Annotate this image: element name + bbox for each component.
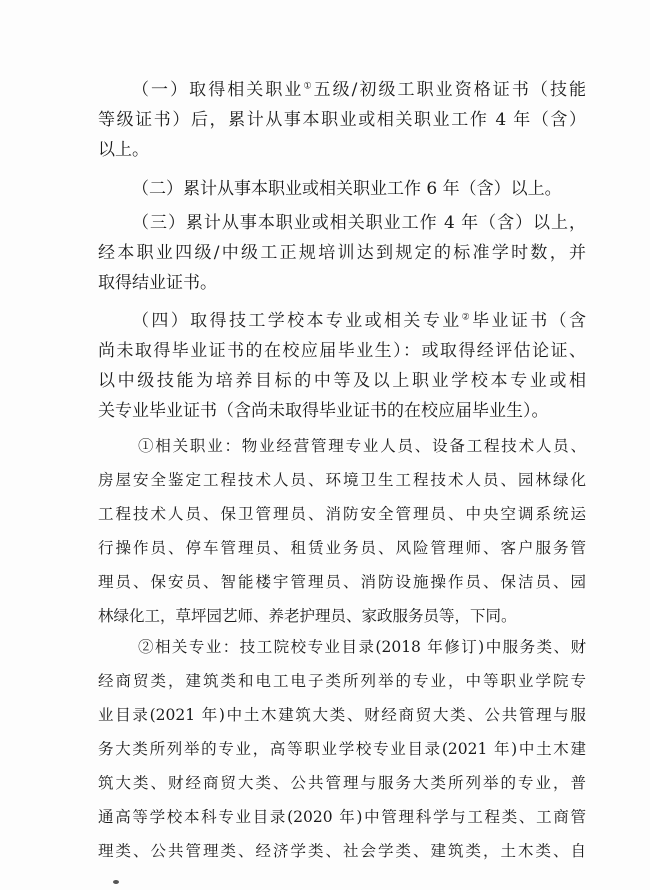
note-one-line-4: 行操作员、停车管理员、租赁业务员、风险管理师、客户服务管 [98,539,586,557]
item-one [98,75,586,165]
item-one-line-2: 等级证书）后，累计从事本职业或相关职业工作 4 年（含） [98,110,586,130]
item-two [98,174,586,204]
note-two-line-4: 务大类所列举的专业，高等职业学校专业目录(2021 年)中土木建 [98,740,586,758]
footnote-marker-2: ② [461,312,473,323]
note-two-line-6: 通高等学校本科专业目录(2020 年)中管理科学与工程类、工商管 [98,808,586,826]
item-two-line-1: （二）累计从事本职业或相关职业工作 6 年（含）以上。 [132,179,562,199]
footnote-marker-1: ① [303,81,314,92]
item-four-line-1: （四）取得技工学校本专业或相关专业②毕业证书（含 [132,311,587,331]
item-four-line-2: 尚未取得毕业证书的在校应届毕业生）：或取得经评估论证、 [98,341,586,361]
item-four-line-4: 关专业毕业证书（含尚未取得毕业证书的在校应届毕业生）。 [98,401,549,421]
note-two-line-7: 理类、公共管理类、经济学类、社会学类、建筑类，土木类、自 [98,842,586,860]
note-one-line-2: 房屋安全鉴定工程技术人员、环境卫生工程技术人员、园林绿化 [98,471,586,489]
item-four [98,306,586,426]
note-related-occupations [98,429,586,633]
item-one-line-1: （一）取得相关职业①五级/初级工职业资格证书（技能 [132,80,586,100]
note-related-majors [98,630,586,868]
item-three [98,208,586,298]
note-one-line-3: 工程技术人员、保卫管理员、消防安全管理员、中央空调系统运 [98,505,586,523]
note-two-line-5: 筑大类、财经商贸大类、公共管理与服务大类所列举的专业，普 [98,774,586,792]
item-three-line-1: （三）累计从事本职业或相关职业工作 4 年（含）以上， [132,213,586,233]
scan-speck [113,880,119,884]
note-one-line-6: 林绿化工，草坪园艺师、养老护理员、家政服务员等，下同。 [98,607,517,625]
item-one-line-3: 以上。 [98,140,149,160]
note-two-line-3: 业目录(2021 年)中土木建筑大类、财经商贸大类、公共管理与服 [98,706,586,724]
note-one-line-5: 理员、保安员、智能楼宇管理员、消防设施操作员、保洁员、园 [98,573,586,591]
item-three-line-2: 经本职业四级/中级工正规培训达到规定的标准学时数，并 [98,243,586,263]
item-three-line-3: 取得结业证书。 [98,273,217,293]
note-two-line-2: 经商贸类，建筑类和电工电子类所列举的专业，中等职业学院专 [98,672,586,690]
note-one-line-1: ①相关职业：物业经营管理专业人员、设备工程技术人员、 [138,437,586,455]
note-two-line-1: ②相关专业：技工院校专业目录(2018 年修订)中服务类、财 [138,638,586,656]
item-four-line-3: 以中级技能为培养目标的中等及以上职业学校本专业或相 [98,371,586,391]
